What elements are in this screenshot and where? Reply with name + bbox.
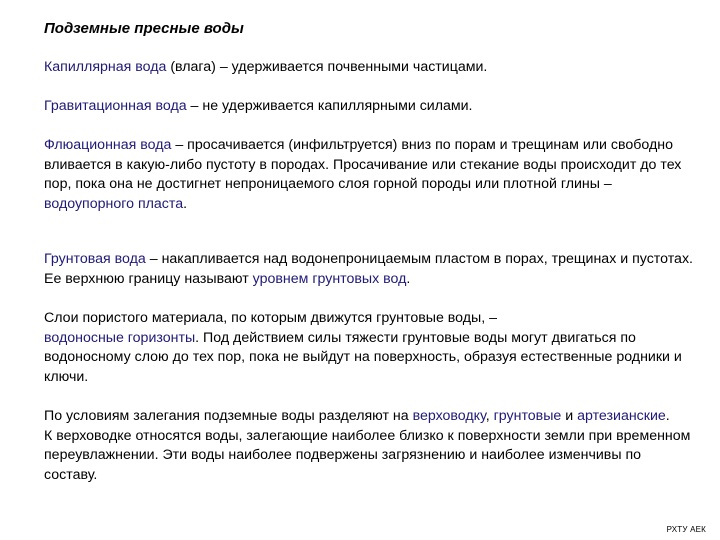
paragraph-fluation-water [44, 136, 694, 214]
paragraph-text: . [665, 408, 670, 424]
footer-label: РХТУ АЕК [666, 525, 706, 534]
paragraph-gravitational-water [44, 97, 694, 117]
term-water-table: уровнем грунтовых вод [252, 270, 407, 287]
paragraph-text: и [561, 408, 578, 424]
paragraph-text: . [406, 270, 411, 287]
term-gravitational-water: Гравитационная вода [44, 98, 187, 114]
paragraph-aquifers [44, 309, 694, 387]
term-fluation-water: Флюационная вода [44, 137, 172, 153]
paragraph-text: – накапливается над водонепроницаемым пластом в порах, трещинах и пустотах. Ее верхнюю границу называют [44, 251, 693, 287]
paragraph-text: (влага) – удерживается почвенными частицами. [166, 59, 488, 75]
term-ground-water: Грунтовая вода [44, 251, 146, 267]
paragraph-capillary-water [44, 58, 694, 78]
paragraph-text: По условиям залегания подземные воды разделяют на [44, 408, 413, 424]
term-aquitard: водоупорного пласта [44, 195, 184, 212]
term-perched-water: верховодку [412, 408, 486, 424]
paragraph-text: Слои пористого материала, по которым движутся грунтовые воды, – [44, 310, 498, 326]
paragraph-text: . Под действием силы тяжести грунтовые воды могут двигаться по водоносному слою до тех пор, пока не выйдут на поверхность, образуя естественные родники и ключи. [44, 329, 682, 385]
term-ground: грунтовые [493, 408, 562, 424]
paragraph-ground-water [44, 250, 694, 289]
term-aquifers: водоносные горизонты [44, 329, 196, 346]
slide-title: Подземные пресные воды [44, 20, 244, 37]
paragraph-text: К верховодке относятся воды, залегающие наиболее близко к поверхности земли при временном переувлажнении. Эти воды наиболее подвержены загрязнению и наиболее изменчивы по составу. [44, 427, 691, 483]
term-artesian: артезианские [577, 408, 666, 424]
separator: , [485, 408, 494, 424]
paragraph-text: – не удерживается капиллярными силами. [186, 98, 473, 114]
paragraph-text: . [183, 195, 188, 212]
paragraph-text: – просачивается (инфильтруется) вниз по порам и трещинам или свободно вливается в какую-либо пустоту в породах. Просачивание или стекание воды происходит до тех пор, пока она не достигнет непроницаемого слоя горной породы или плотной глины – [44, 137, 682, 193]
term-capillary-water: Капиллярная вода [44, 59, 167, 75]
paragraph-water-types [44, 407, 694, 485]
